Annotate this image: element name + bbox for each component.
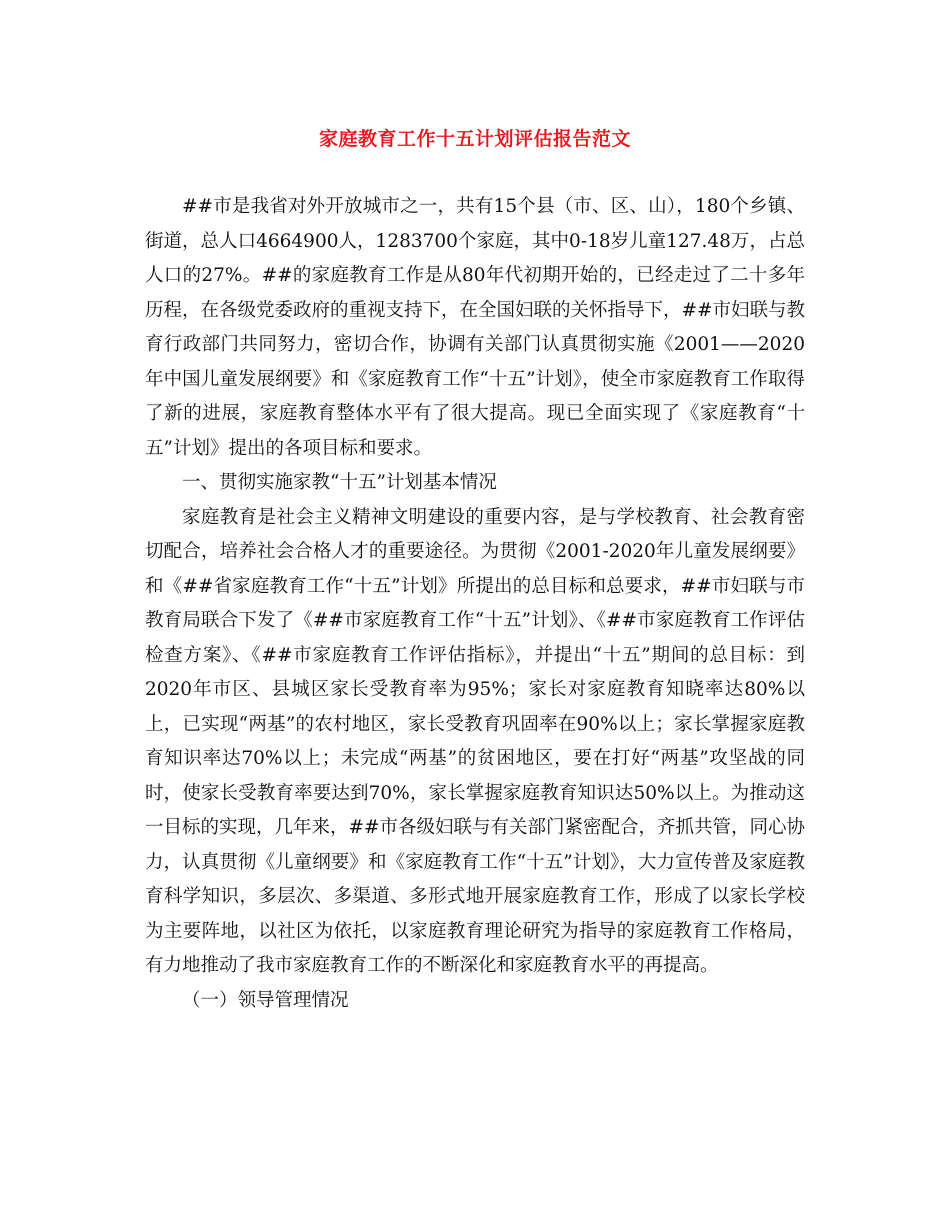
- subsection-heading-1: （一）领导管理情况: [182, 989, 349, 1011]
- intro-paragraph: ##市是我省对外开放城市之一，共有15个县（市、区、山），180个乡镇、街道，总人口4664900人，1283700个家庭，其中0-18岁儿童127.48万，占总人口的27%。##的家庭教育工作是从80年代初期开始的，已经走过了二十多年历程，在各级党委政府的重视支持下，在全国妇联的关怀指导下，##市妇联与教育行政部门共同努力，密切合作，协调有关部门认真贯彻实施《2001——2020年中国儿童发展纲要》和《家庭教育工作“十五”计划》，使全市家庭教育工作取得了新的进展，家庭教育整体水平有了很大提高。现已全面实现了《家庭教育“十五”计划》提出的各项目标和要求。: [145, 196, 806, 459]
- document-title: 家庭教育工作十五计划评估报告范文: [318, 128, 631, 150]
- document-body: [145, 190, 805, 1018]
- section-heading-1: 一、贯彻实施家教“十五”计划基本情况: [182, 472, 497, 493]
- section-1-paragraph: 家庭教育是社会主义精神文明建设的重要内容，是与学校教育、社会教育密切配合，培养社会合格人才的重要途径。为贯彻《2001-2020年儿童发展纲要》和《##省家庭教育工作“十五”计划》所提出的总目标和总要求，##市妇联与市教育局联合下发了《##市家庭教育工作“十五”计划》、《##市家庭教育工作评估检查方案》、《##市家庭教育工作评估指标》，并提出“十五”期间的总目标：到2020年市区、县城区家长受教育率为95%；家长对家庭教育知晓率达80%以上，已实现“两基”的农村地区，家长受教育巩固率在90%以上；家长掌握家庭教育知识率达70%以上；未完成“两基”的贫困地区，要在打好“两基”攻坚战的同时，使家长受教育率要达到70%，家长掌握家庭教育知识达50%以上。为推动这一目标的实现，几年来，##市各级妇联与有关部门紧密配合，齐抓共管，同心协力，认真贯彻《儿童纲要》和《家庭教育工作“十五”计划》，大力宣传普及家庭教育科学知识，多层次、多渠道、多形式地开展家庭教育工作，形成了以家长学校为主要阵地，以社区为依托，以家庭教育理论研究为指导的家庭教育工作格局，有力地推动了我市家庭教育工作的不断深化和家庭教育水平的再提高。: [145, 506, 806, 976]
